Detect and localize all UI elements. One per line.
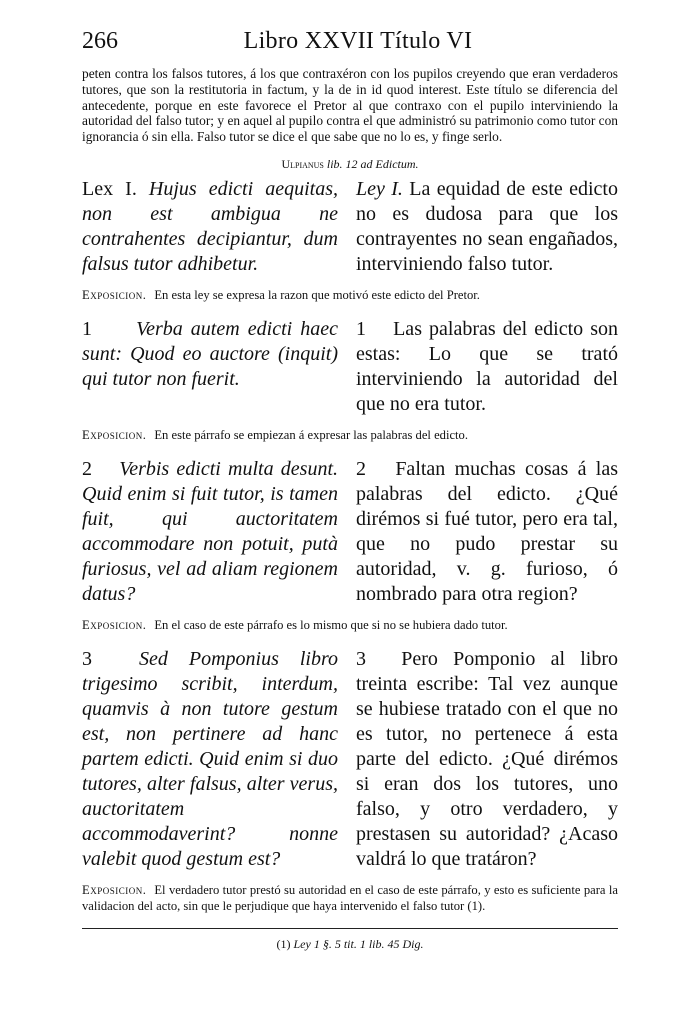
paragraph-3-spanish	[356, 647, 618, 872]
paragraph-1-spanish-text: Las palabras del edicto son estas: Lo que se trató interviniendo la autoridad del que no era tutor.	[356, 317, 619, 415]
paragraph-2-number-spanish: 2	[356, 457, 366, 480]
exposicion-label: Exposicion.	[82, 427, 147, 442]
lex-latin-label: Lex I.	[82, 177, 137, 200]
exposicion-1	[82, 427, 618, 443]
paragraph-1-number-spanish: 1	[356, 317, 366, 340]
paragraph-1-spanish	[356, 317, 618, 417]
exposicion-2	[82, 617, 618, 633]
page-header	[82, 28, 618, 66]
book-page	[82, 28, 618, 952]
running-head: Libro XXVII Título VI	[243, 28, 473, 54]
lex-spanish	[356, 177, 618, 277]
exposicion-3	[82, 882, 618, 914]
paragraph-3-number-latin: 3	[82, 647, 92, 670]
paragraph-1-latin-text: Verba autem edicti haec sunt: Quod eo auctore (inquit) qui tutor non fuerit.	[82, 317, 339, 390]
source-ref: lib. 12 ad Edictum.	[326, 156, 419, 171]
paragraph-2-spanish	[356, 457, 618, 607]
lex-spanish-label: Ley I.	[356, 177, 403, 200]
exposicion-text: En el caso de este párrafo es lo mismo que si no se hubiera dado tutor.	[154, 617, 508, 632]
paragraph-row-2	[82, 457, 618, 607]
exposicion-label: Exposicion.	[82, 882, 147, 897]
exposicion-text: En esta ley se expresa la razon que motivó este edicto del Pretor.	[154, 287, 480, 302]
lex-row	[82, 177, 618, 277]
exposicion-label: Exposicion.	[82, 287, 147, 302]
exposicion-label: Exposicion.	[82, 617, 147, 632]
paragraph-2-spanish-text: Faltan muchas cosas á las palabras del edicto. ¿Qué dirémos si fué tutor, pero era tal, que no pudo prestar su autoridad, v. g. furioso, ó nombrado para otra region?	[356, 457, 619, 605]
paragraph-3-spanish-text: Pero Pomponio al libro treinta escribe: Tal vez aunque se hubiese tratado con el que no es tutor, no pertenece á esta parte del edicto. ¿Qué dirémos si eran dos los tutores, uno falso, y otro verdadero, y prestasen su autoridad? ¿Acaso valdrá lo que tratáron?	[356, 647, 619, 870]
paragraph-row-3	[82, 647, 618, 872]
footnote-ref: Ley 1 §. 5 tit. 1 lib. 45 Dig.	[293, 936, 424, 951]
footnote	[82, 937, 618, 952]
exposicion-text: El verdadero tutor prestó su autoridad en el caso de este párrafo, y esto es suficiente para la validacion del acto, sin que le perjudique que haya intervenido el falso tutor (1).	[82, 882, 618, 913]
lex-latin	[82, 177, 338, 277]
paragraph-2-latin	[82, 457, 338, 607]
paragraph-3-latin-text: Sed Pomponius libro trigesimo scribit, interdum, quamvis à non tutore gestum est, non pertinere ad hanc partem edicti. Quid enim si duo tutores, alter falsus, alter verus, auctoritatem accommodaverint? nonne valebit quod gestum est?	[82, 647, 339, 870]
paragraph-2-number-latin: 2	[82, 457, 92, 480]
footnote-divider	[82, 928, 618, 929]
paragraph-1-latin	[82, 317, 338, 417]
paragraph-1-number-latin: 1	[82, 317, 92, 340]
paragraph-row-1	[82, 317, 618, 417]
paragraph-3-latin	[82, 647, 338, 872]
paragraph-3-number-spanish: 3	[356, 647, 366, 670]
source-citation	[82, 157, 618, 172]
exposicion-lex	[82, 287, 618, 303]
lex-latin-text: Hujus edicti aequitas, non est ambigua ne contrahentes decipiantur, dum falsus tutor adhibetur.	[82, 177, 338, 275]
page-number: 266	[82, 28, 118, 54]
lex-spanish-text: La equidad de este edicto no es dudosa para que los contrayentes no sean engañados, interviniendo falso tutor.	[356, 177, 618, 275]
paragraph-2-latin-text: Verbis edicti multa desunt. Quid enim si fuit tutor, is tamen fuit, qui auctoritatem accommodare non potuit, putà furiosus, vel ad aliam regionem datus?	[82, 457, 338, 605]
source-author: Ulpianus	[281, 156, 324, 171]
footnote-mark: (1)	[276, 936, 291, 951]
exposicion-text: En este párrafo se empiezan á expresar las palabras del edicto.	[154, 427, 468, 442]
intro-paragraph: peten contra los falsos tutores, á los que contraxéron con los pupilos creyendo que eran verdaderos tutores, que son la restitutoria in factum, y la de in id quod interest. Este título se diferencia del antecedente, porque en este favorece el Pretor al que contraxo con el pupilo interviniendo la autoridad del falso tutor; y en aquel al pupilo contra el que administró su patrimonio como tutor con ignorancia ó sin ella. Falso tutor se dice el que sabe que no lo es, y finge serlo.	[82, 66, 618, 145]
